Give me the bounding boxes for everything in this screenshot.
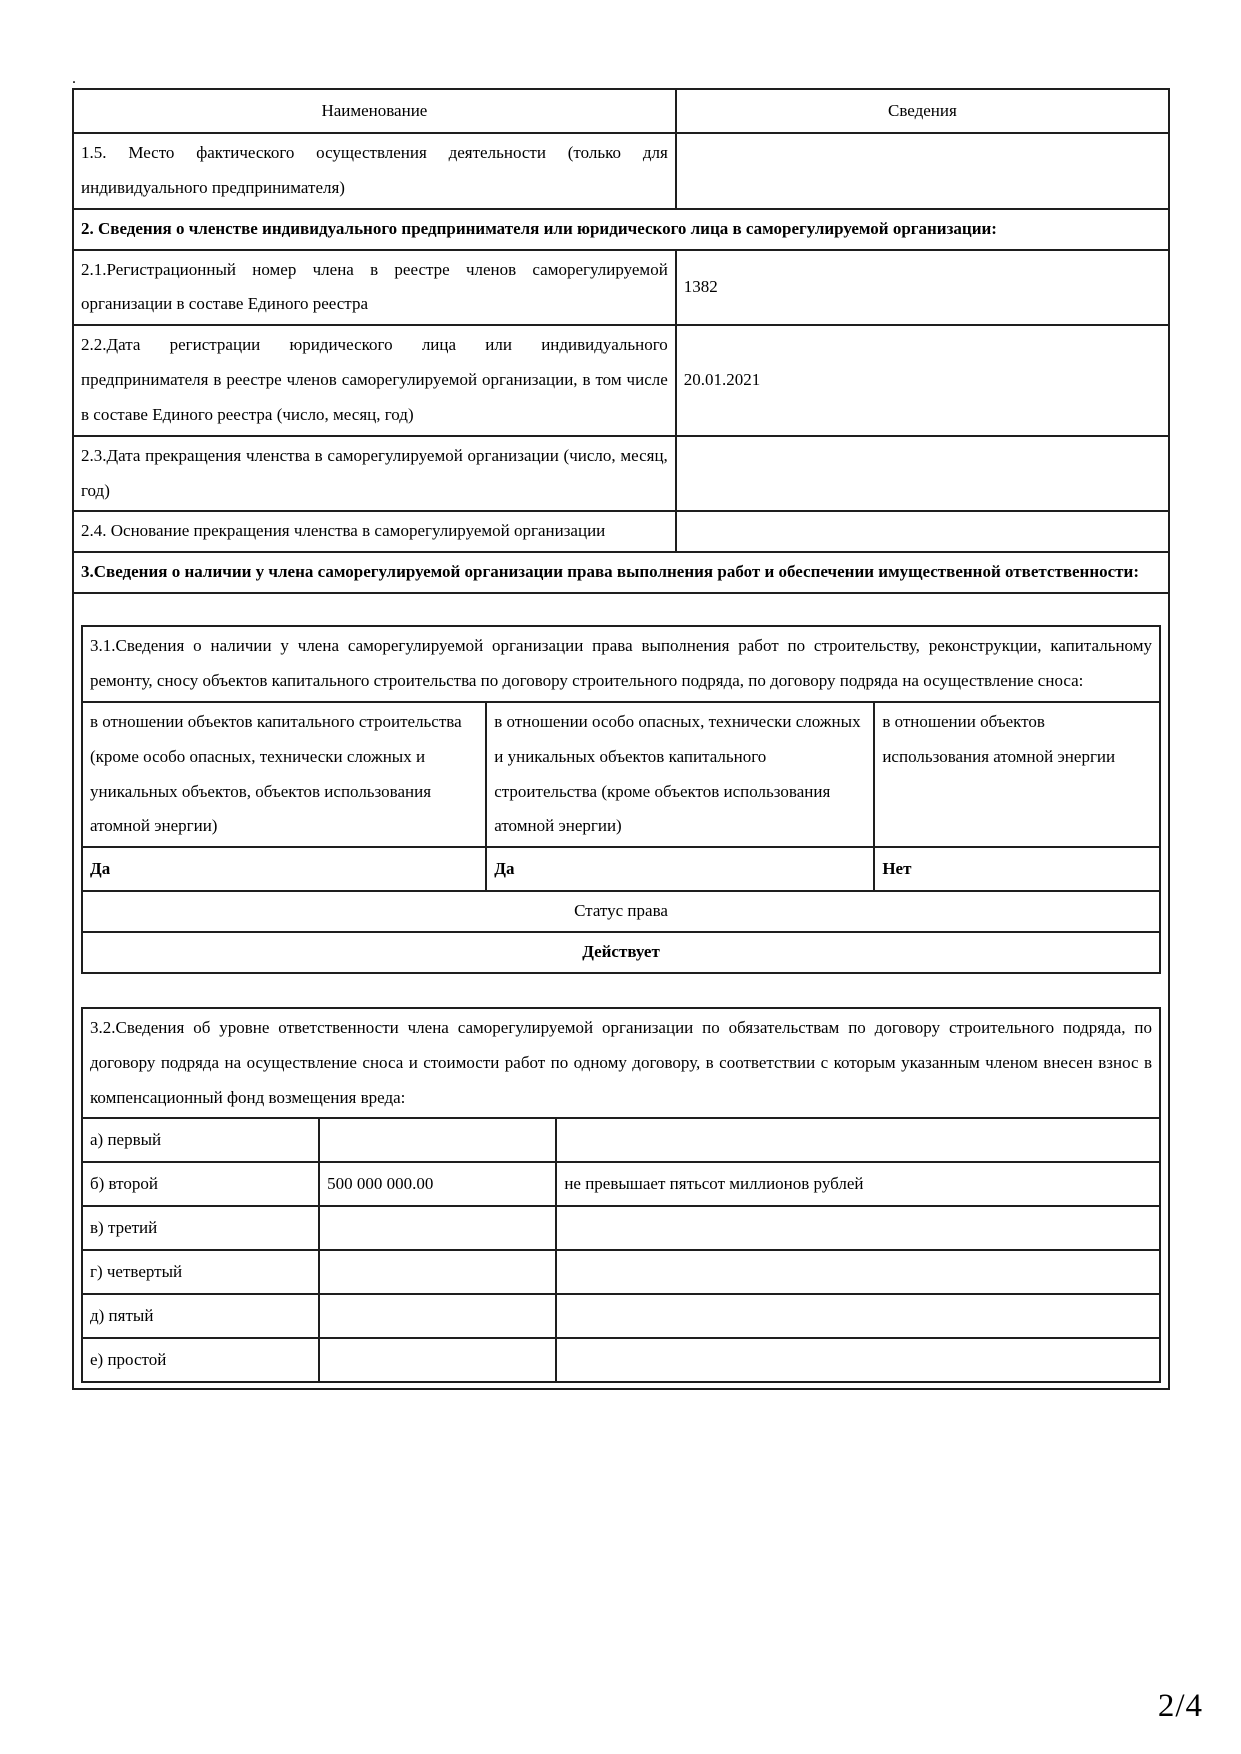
status-label-row — [82, 891, 1160, 932]
row-2-3-value — [676, 436, 1169, 512]
table-3-1-scope-header-row — [82, 702, 1160, 847]
table-3-1-scope-value-row — [82, 847, 1160, 891]
row-2-4 — [73, 511, 1169, 552]
row-2-2-name: 2.2.Дата регистрации юридического лица или индивидуального предпринимателя в реестре членов саморегулируемой организации, в том числе в составе Единого реестра (число, месяц, год) — [73, 325, 676, 436]
table-3-2-caption: 3.2.Сведения об уровне ответственности члена саморегулируемой организации по обязательствам по договору строительного подряда, по договору подряда на осуществление сноса и стоимости работ по одному договору, в соответствии с которым указанным членом внесен взнос в компенсационный фонд возмещения вреда: — [82, 1008, 1160, 1119]
level-description-cell: не превышает пятьсот миллионов рублей — [556, 1162, 1160, 1206]
level-amount-cell — [319, 1338, 556, 1382]
row-2-2-value: 20.01.2021 — [676, 325, 1169, 436]
level-description-cell — [556, 1206, 1160, 1250]
row-2-4-name: 2.4. Основание прекращения членства в саморегулируемой организации — [73, 511, 676, 552]
status-label: Статус права — [82, 891, 1160, 932]
row-2-1-value: 1382 — [676, 250, 1169, 326]
level-amount-cell — [319, 1118, 556, 1162]
scope-header-nuclear: в отношении объектов использования атомной энергии — [874, 702, 1160, 847]
level-label-cell: д) пятый — [82, 1294, 319, 1338]
table-3-1-caption-row — [82, 626, 1160, 702]
level-row-first — [82, 1118, 1160, 1162]
nested-tables-holder — [73, 593, 1169, 1389]
row-2-3 — [73, 436, 1169, 512]
page-number: 2/4 — [1157, 1688, 1203, 1724]
section-2-header-row — [73, 209, 1169, 250]
row-2-1-name: 2.1.Регистрационный номер члена в реестре членов саморегулируемой организации в составе Единого реестра — [73, 250, 676, 326]
section-3-title: 3.Сведения о наличии у члена саморегулируемой организации права выполнения работ и обеспечении имущественной ответственности: — [73, 552, 1169, 593]
section-3-header-row — [73, 552, 1169, 593]
tables-gap — [81, 974, 1161, 1007]
column-header-name: Наименование — [73, 89, 676, 133]
level-label-cell: г) четвертый — [82, 1250, 319, 1294]
row-2-1 — [73, 250, 1169, 326]
level-row-simple — [82, 1338, 1160, 1382]
scope-value-general: Да — [82, 847, 486, 891]
level-label-cell: а) первый — [82, 1118, 319, 1162]
scope-header-general: в отношении объектов капитального строительства (кроме особо опасных, технически сложных и уникальных объектов, объектов использования атомной энергии) — [82, 702, 486, 847]
level-amount-cell — [319, 1206, 556, 1250]
scope-header-hazardous: в отношении особо опасных, технически сложных и уникальных объектов капитального строительства (кроме объектов использования атомной энергии) — [486, 702, 874, 847]
status-value-row — [82, 932, 1160, 973]
level-description-cell — [556, 1294, 1160, 1338]
table-header-row — [73, 89, 1169, 133]
document-body: . Наименование Сведения 1.5. Место фактического осуществления деятельности (только для индивидуального предпринимателя) 2. Сведения о членстве индивидуального предпринимателя или юридического лица в саморегулируемой организации: 2.1.Регистрационный номер члена в реестре членов саморегулируемой организации в составе Единого реестра 1382 2.2.Дата регистрации юридического лица или индивидуального предпринимателя в реестре членов саморегулируемой организации, в том числе в составе Единого реестра (число, месяц, год) 20.01.2021 2.3.Дата прекращения членства в саморегулируемой организации (число, месяц, год) 2.4. Основание прекращения членства в саморегулируемой организации 3.Сведения о наличии у члена саморегулируемой организации права выполнения работ и обеспечении имущественной ответственности: 3.1.Сведения о наличии у члена саморегулируемой организации права выполнения работ по строительству, реконструкции, капитальному ремонту, сносу объектов капитального строительства по договору строительного подряда, по договору подряда на осуществление сноса: в отношении объектов капитального строительства (кроме особо опасных, технически сложных и уникальных объектов, объектов использования атомной энергии) в отношении особо опасных, технически сложных и уникальных объектов капитального строительства (кроме объектов использования атомной энергии) в отношении объектов использования атомной энергии Да Да Нет Статус права Действует 3.2.Сведения об уровне ответственности члена саморегулируемой организации по обязательствам по договору строительного подряда, по договору подряда на осуществление сноса и стоимости работ по одному договору, в соответствии с которым указанным членом внесен взнос в компенсационный фонд возмещения вреда: а) первый б) второй 500 000 000.00 не превышает пятьсот миллионов рублей в) третий г) четвертый д) пятый е) простой — [72, 70, 1170, 1390]
level-label-cell: в) третий — [82, 1206, 319, 1250]
table-3-2-caption-row — [82, 1008, 1160, 1119]
level-amount-cell — [319, 1294, 556, 1338]
level-description-cell — [556, 1338, 1160, 1382]
section-3-content-row — [73, 593, 1169, 1389]
row-2-4-value — [676, 511, 1169, 552]
level-row-third — [82, 1206, 1160, 1250]
level-amount-cell — [319, 1250, 556, 1294]
row-1-5-value — [676, 133, 1169, 209]
level-row-fifth — [82, 1294, 1160, 1338]
level-row-second — [82, 1162, 1160, 1206]
section-2-title: 2. Сведения о членстве индивидуального предпринимателя или юридического лица в саморегулируемой организации: — [73, 209, 1169, 250]
level-row-fourth — [82, 1250, 1160, 1294]
scope-value-nuclear: Нет — [874, 847, 1160, 891]
table-3-1-caption: 3.1.Сведения о наличии у члена саморегулируемой организации права выполнения работ по строительству, реконструкции, капитальному ремонту, сносу объектов капитального строительства по договору строительного подряда, по договору подряда на осуществление сноса: — [82, 626, 1160, 702]
level-label-cell: б) второй — [82, 1162, 319, 1206]
status-value: Действует — [82, 932, 1160, 973]
table-3-2 — [81, 1007, 1161, 1384]
row-1-5 — [73, 133, 1169, 209]
row-2-3-name: 2.3.Дата прекращения членства в саморегулируемой организации (число, месяц, год) — [73, 436, 676, 512]
row-2-2 — [73, 325, 1169, 436]
row-1-5-name: 1.5. Место фактического осуществления деятельности (только для индивидуального предпринимателя) — [73, 133, 676, 209]
scope-value-hazardous: Да — [486, 847, 874, 891]
main-table — [72, 88, 1170, 1390]
table-3-1 — [81, 625, 1161, 974]
level-description-cell — [556, 1250, 1160, 1294]
level-amount-cell: 500 000 000.00 — [319, 1162, 556, 1206]
level-description-cell — [556, 1118, 1160, 1162]
column-header-details: Сведения — [676, 89, 1169, 133]
level-label-cell: е) простой — [82, 1338, 319, 1382]
